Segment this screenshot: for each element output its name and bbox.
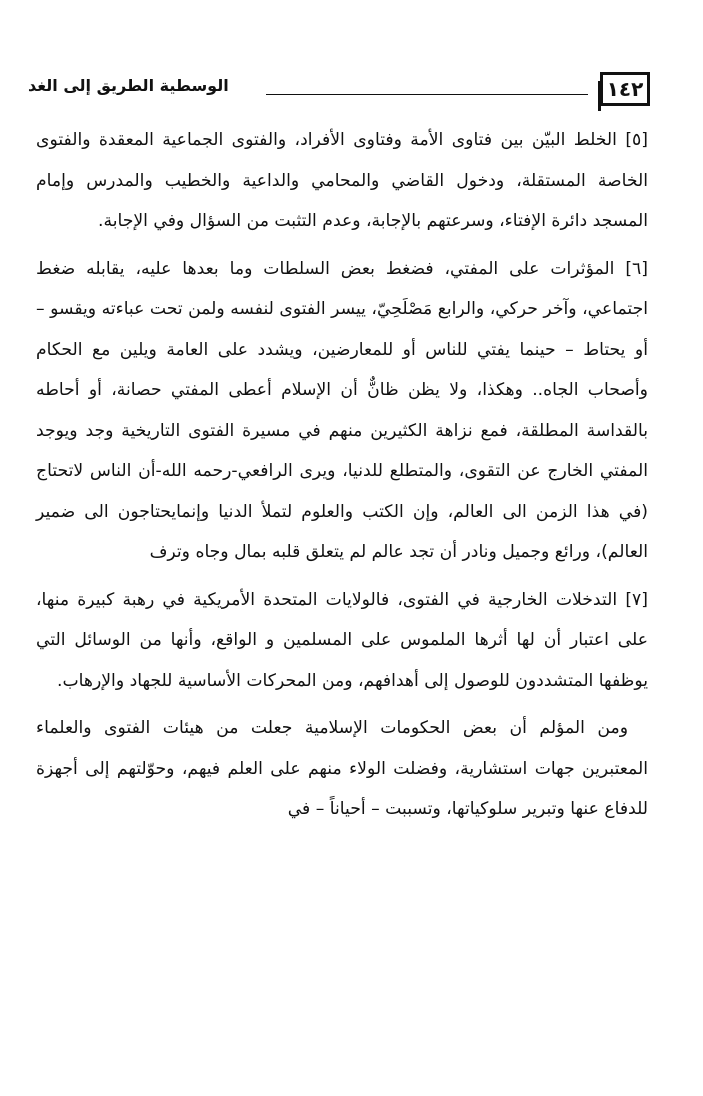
body-text (36, 120, 648, 837)
paragraph-item-5 (36, 120, 648, 242)
paragraph-text: الخلط البيّن بين فتاوى الأمة وفتاوى الأفراد، والفتوى الجماعية المعقدة والفتوى الخاصة المستقلة، ودخول القاضي والمحامي والداعية والخطيب والمدرس وإمام المسجد دائرة الإفتاء، وسرعتهم بالإجابة، وعدم التثبت من السؤال وفي الإجابة. (36, 130, 648, 231)
header-rule (266, 94, 588, 95)
item-marker: [٧] (625, 589, 648, 610)
paragraph-item-7 (36, 580, 648, 702)
paragraph-text: التدخلات الخارجية في الفتوى، فالولايات المتحدة الأمريكية في رهبة كبيرة منها، على اعتبار أن لها أثرها الملموس على المسلمين و الواقع، وأنها من الوسائل التي يوظفها المتشددون للوصول إلى أهدافهم، ومن المحركات الأساسية للجهاد والإرهاب. (36, 589, 648, 691)
page-header (28, 70, 650, 110)
page-number: ١٤٢ (600, 72, 650, 106)
paragraph-text: ومن المؤلم أن بعض الحكومات الإسلامية جعلت من هيئات الفتوى والعلماء المعتبرين جهات استشارية، وفضلت الولاء منهم على العلم فيهم، وحوّلتهم إلى أجهزة للدفاع عنها وتبرير سلوكياتها، وتسببت – أحياناً – في (36, 718, 648, 819)
running-title: الوسطية الطريق إلى الغد (28, 76, 229, 95)
paragraph-text: المؤثرات على المفتي، فضغط بعض السلطات وما بعدها عليه، يقابله ضغط اجتماعي، وآخر حركي، والرابع مَصْلَحِيّ، ييسر الفتوى لنفسه ولمن تحت عباءته ويقسو – أو يحتاط – حينما يفتي للناس أو للمعارضين، ويشدد على العامة ويلين مع الحكام وأصحاب الجاه.. وهكذا، ولا يظن ظانٌّ أن الإسلام أعطى المفتي حصانة، أو أحاطه بالقداسة المطلقة، فمع نزاهة الكثيرين منهم في مسيرة الفتوى التاريخية وجد ويوجد المفتي الخارج عن التقوى، والمتطلع للدنيا، ويرى الرافعي-رحمه الله-أن الناس لاتحتاج (في هذا الزمن الى العالم، وإن الكتب والعلوم لتملأ الدنيا وإنمايحتاجون الى ضمير العالم)، ورائع وجميل ونادر أن تجد عالم لم يتعلق قلبه بمال وجاه وترف (36, 258, 648, 562)
paragraph-item-6 (36, 249, 648, 573)
paragraph-closing (36, 708, 648, 830)
item-marker: [٦] (625, 258, 648, 279)
item-marker: [٥] (625, 130, 648, 150)
